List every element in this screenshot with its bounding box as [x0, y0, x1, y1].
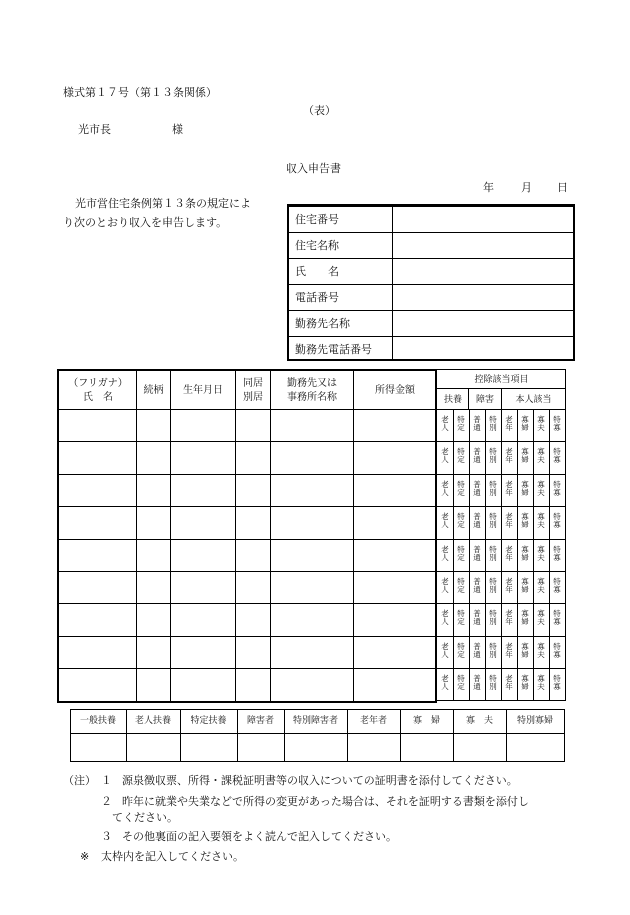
date-year: 年 — [483, 181, 494, 194]
deduction-option-label[interactable]: 特定 — [457, 577, 465, 594]
header-workplace-2: 事務所名称 — [287, 392, 337, 403]
row-divider — [57, 506, 566, 507]
header-dependents: 扶養 — [443, 395, 462, 405]
info-label: 氏 名 — [295, 265, 339, 278]
deduction-option-label[interactable]: 老人 — [441, 577, 449, 594]
row-divider — [57, 441, 566, 442]
summary-col-divider — [564, 709, 565, 762]
deduction-option-label[interactable]: 特寡 — [553, 512, 561, 529]
summary-header-cell: 障害者 — [246, 716, 274, 726]
deduction-option-label[interactable]: 特定 — [457, 545, 465, 562]
deduction-option-label[interactable]: 特定 — [457, 674, 465, 691]
deduction-option-label[interactable]: 老年 — [505, 577, 513, 594]
info-label: 住宅番号 — [295, 213, 339, 226]
header-divider — [57, 409, 566, 410]
deduction-option-label[interactable]: 老年 — [505, 674, 513, 691]
deduction-option-label[interactable]: 寡婦 — [521, 415, 529, 432]
note-2-line-1: 昨年に就業や失業などで所得の変更があった場合は、それを証明する書類を添付し — [122, 795, 529, 808]
deduction-option-label[interactable]: 特定 — [457, 415, 465, 432]
column-divider — [353, 369, 354, 701]
deduction-option-label[interactable]: 特別 — [489, 512, 497, 529]
header-separate: 別居 — [243, 392, 263, 403]
deduction-option-label[interactable]: 普通 — [473, 480, 481, 497]
deduction-right-border — [565, 369, 566, 701]
honorific: 様 — [172, 123, 183, 136]
header-workplace-1: 勤務先又は — [287, 378, 337, 389]
summary-value-cell[interactable] — [454, 734, 506, 761]
deduction-option-label[interactable]: 老年 — [505, 642, 513, 659]
deduction-option-label[interactable]: 老人 — [441, 545, 449, 562]
deduction-option-label[interactable]: 普通 — [473, 415, 481, 432]
column-divider — [170, 369, 171, 701]
note-2-line-2: てください。 — [112, 811, 178, 824]
deduction-option-label[interactable]: 老人 — [441, 609, 449, 626]
deduction-option-label[interactable]: 特寡 — [553, 545, 561, 562]
addressee: 光市長 — [78, 123, 111, 136]
deduction-option-label[interactable]: 特別 — [489, 447, 497, 464]
deduction-option-label[interactable]: 寡婦 — [521, 480, 529, 497]
row-divider — [57, 474, 566, 475]
deduction-option-label[interactable]: 特定 — [457, 642, 465, 659]
deduction-option-label[interactable]: 特寡 — [553, 577, 561, 594]
group-divider — [501, 388, 502, 409]
deduction-option-label[interactable]: 老年 — [505, 609, 513, 626]
note-1-number: １ — [101, 774, 112, 787]
deduction-option-label[interactable]: 普通 — [473, 609, 481, 626]
info-row-phone[interactable] — [289, 284, 573, 311]
summary-header-cell: 寡 婦 — [412, 716, 440, 726]
row-divider — [57, 603, 566, 604]
info-row-workplace-phone[interactable] — [289, 336, 573, 363]
column-divider — [235, 369, 236, 701]
deduction-option-label[interactable]: 老年 — [505, 415, 513, 432]
deduction-option-label[interactable]: 特定 — [457, 512, 465, 529]
header-self: 本人該当 — [515, 395, 552, 405]
info-label: 勤務先名称 — [295, 317, 350, 330]
deduction-option-label[interactable]: 寡夫 — [537, 415, 545, 432]
deduction-option-label[interactable]: 特別 — [489, 415, 497, 432]
side-label: （表） — [303, 104, 336, 117]
note-1: 源泉徴収票、所得・課税証明書等の収入についての証明書を添付してください。 — [122, 774, 518, 787]
deduction-option-label[interactable]: 老年 — [505, 447, 513, 464]
deduction-col-divider — [469, 409, 470, 701]
deduction-option-label[interactable]: 寡夫 — [537, 674, 545, 691]
deduction-option-label[interactable]: 特寡 — [553, 447, 561, 464]
summary-header-cell: 特定扶養 — [190, 716, 227, 726]
note-star-mark: ※ — [80, 850, 90, 863]
deduction-option-label[interactable]: 老人 — [441, 480, 449, 497]
deduction-col-divider — [533, 409, 534, 701]
form-title: 収入申告書 — [286, 162, 341, 175]
deduction-option-label[interactable]: 特寡 — [553, 415, 561, 432]
deduction-option-label[interactable]: 老人 — [441, 642, 449, 659]
info-label: 勤務先電話番号 — [295, 343, 372, 356]
header-birthdate: 生年月日 — [183, 385, 223, 396]
deduction-col-divider — [453, 409, 454, 701]
summary-value-cell[interactable] — [348, 734, 400, 761]
deduction-option-label[interactable]: 特別 — [489, 480, 497, 497]
deduction-option-label[interactable]: 特別 — [489, 642, 497, 659]
deduction-option-label[interactable]: 寡婦 — [521, 674, 529, 691]
notes-prefix: （注） — [63, 774, 96, 787]
deduction-option-label[interactable]: 特定 — [457, 609, 465, 626]
date-month: 月 — [521, 181, 532, 194]
summary-header-cell: 特別寡婦 — [516, 716, 553, 726]
deduction-option-label[interactable]: 特寡 — [553, 642, 561, 659]
intro-line-1: 光市営住宅条例第１３条の規定によ — [75, 197, 251, 210]
deduction-col-divider — [517, 409, 518, 701]
deduction-option-label[interactable]: 寡婦 — [521, 642, 529, 659]
note-star: 太枠内を記入してください。 — [101, 850, 244, 863]
deduction-option-label[interactable]: 寡婦 — [521, 447, 529, 464]
header-cohabit: 同居 — [243, 378, 263, 389]
header-furigana: （フリガナ） — [68, 378, 128, 389]
deduction-option-label[interactable]: 寡夫 — [537, 609, 545, 626]
deduction-option-label[interactable]: 寡夫 — [537, 480, 545, 497]
family-table-thick-frame — [57, 369, 437, 703]
deduction-option-label[interactable]: 寡夫 — [537, 447, 545, 464]
summary-header-cell: 特別障害者 — [292, 716, 338, 726]
deduction-option-label[interactable]: 寡婦 — [521, 512, 529, 529]
header-relation: 続柄 — [143, 385, 164, 396]
intro-line-2: り次のとおり収入を申告します。 — [63, 216, 228, 229]
deduction-option-label[interactable]: 特別 — [489, 545, 497, 562]
deduction-option-label[interactable]: 特寡 — [553, 674, 561, 691]
summary-header-cell: 一般扶養 — [79, 716, 116, 726]
summary-value-cell[interactable] — [127, 734, 180, 761]
info-label: 電話番号 — [295, 291, 339, 304]
group-divider — [468, 388, 469, 409]
deduction-option-label[interactable]: 老人 — [441, 512, 449, 529]
deduction-option-label[interactable]: 老人 — [441, 415, 449, 432]
row-divider — [57, 636, 566, 637]
header-income: 所得金額 — [375, 385, 415, 396]
applicant-info-box — [287, 204, 575, 361]
form-number: 様式第１７号（第１３条関係） — [63, 86, 217, 99]
summary-top-border — [70, 709, 564, 710]
deduction-option-label[interactable]: 普通 — [473, 512, 481, 529]
deduction-option-label[interactable]: 特別 — [489, 577, 497, 594]
deduction-option-label[interactable]: 寡婦 — [521, 609, 529, 626]
info-row-name[interactable] — [289, 258, 573, 285]
deduction-option-label[interactable]: 老年 — [505, 512, 513, 529]
deduction-top-border — [436, 369, 566, 370]
deduction-option-label[interactable]: 特寡 — [553, 609, 561, 626]
summary-value-cell[interactable] — [238, 734, 284, 761]
deduction-option-label[interactable]: 特定 — [457, 447, 465, 464]
summary-bottom-border — [70, 761, 564, 762]
deduction-option-label[interactable]: 特別 — [489, 674, 497, 691]
deduction-option-label[interactable]: 老人 — [441, 674, 449, 691]
deduction-col-divider — [549, 409, 550, 701]
deduction-option-label[interactable]: 老人 — [441, 447, 449, 464]
summary-value-cell[interactable] — [285, 734, 347, 761]
deduction-option-label[interactable]: 特別 — [489, 609, 497, 626]
deduction-option-label[interactable]: 普通 — [473, 577, 481, 594]
column-divider — [270, 369, 271, 701]
summary-value-cell[interactable] — [507, 734, 564, 761]
deduction-col-divider — [501, 409, 502, 701]
row-divider — [57, 539, 566, 540]
info-row-house-name[interactable] — [289, 232, 573, 259]
info-row-house-number[interactable] — [289, 206, 573, 233]
deduction-option-label[interactable]: 普通 — [473, 545, 481, 562]
deduction-option-label[interactable]: 普通 — [473, 642, 481, 659]
deduction-option-label[interactable]: 老年 — [505, 480, 513, 497]
summary-value-cell[interactable] — [71, 734, 126, 761]
deduction-option-label[interactable]: 寡婦 — [521, 545, 529, 562]
summary-header-cell: 寡 夫 — [465, 716, 493, 726]
summary-value-cell[interactable] — [401, 734, 453, 761]
note-3-number: ３ — [101, 830, 112, 843]
note-3: その他裏面の記入要領をよく読んで記入してください。 — [122, 830, 397, 843]
summary-value-cell[interactable] — [181, 734, 237, 761]
header-name: 氏 名 — [83, 392, 113, 403]
deduction-option-label[interactable]: 特定 — [457, 480, 465, 497]
row-divider — [57, 668, 566, 669]
date-day: 日 — [557, 181, 568, 194]
deduction-option-label[interactable]: 普通 — [473, 674, 481, 691]
deduction-option-label[interactable]: 特寡 — [553, 480, 561, 497]
deduction-col-divider — [485, 409, 486, 701]
deduction-option-label[interactable]: 寡夫 — [537, 577, 545, 594]
summary-header-cell: 老人扶養 — [134, 716, 171, 726]
summary-header-cell: 老年者 — [359, 716, 387, 726]
info-label: 住宅名称 — [295, 239, 339, 252]
row-divider — [57, 571, 566, 572]
deduction-option-label[interactable]: 寡婦 — [521, 577, 529, 594]
info-row-workplace[interactable] — [289, 310, 573, 337]
note-2-number: ２ — [101, 795, 112, 808]
deduction-option-label[interactable]: 寡夫 — [537, 642, 545, 659]
deduction-option-label[interactable]: 老年 — [505, 545, 513, 562]
deduction-option-label[interactable]: 普通 — [473, 447, 481, 464]
header-deduction: 控除該当項目 — [474, 375, 529, 385]
deduction-option-label[interactable]: 寡夫 — [537, 512, 545, 529]
deduction-option-label[interactable]: 寡夫 — [537, 545, 545, 562]
column-divider — [136, 369, 137, 701]
header-disability: 障害 — [475, 395, 494, 405]
